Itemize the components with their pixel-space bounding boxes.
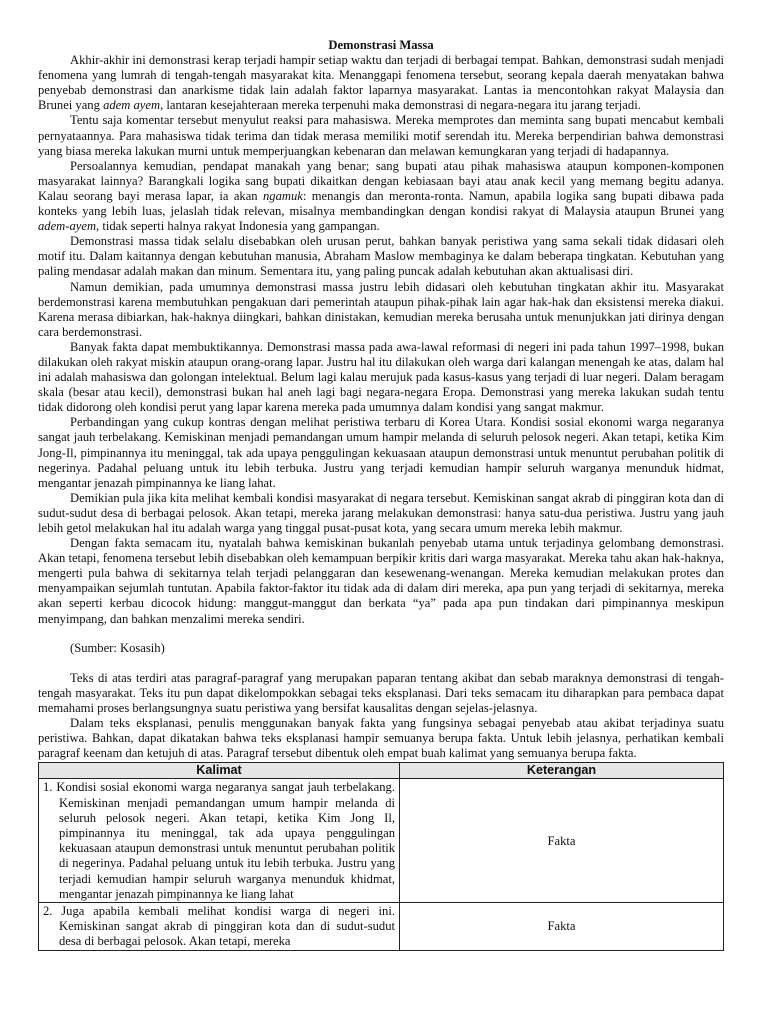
table-cell-keterangan: Fakta	[400, 902, 724, 950]
table-row	[39, 902, 724, 950]
explanation-paragraph-2: Dalam teks eksplanasi, penulis menggunakan banyak fakta yang fungsinya sebagai penyebab atau akibat terjadinya suatu peristiwa. Bahkan, dapat dikatakan bahwa teks eksplanasi hampir semuanya berupa fakta. Untuk lebih jelasnya, perhatikan kembali paragraf keenam dan ketujuh di atas. Paragraf tersebut dibentuk oleh empat buah kalimat yang semuanya berupa fakta.	[38, 716, 724, 761]
paragraph-3: Persoalannya kemudian, pendapat manakah yang benar; sang bupati atau pihak mahasiswa ataupun komponen-komponen masyarakat lainnya? Barangkali logika sang bupati dikaitkan dengan kebiasaan bayi atau anak kecil yang memang begitu adanya. Kalau seorang bayi merasa lapar, ia akan ngamuk: menangis dan meronta-ronta. Namun, apabila logika sang bupati dibawa pada konteks yang lebih luas, jelaslah tidak relevan, misalnya membandingkan dengan kondisi rakyat di Malaysia ataupun Brunei yang adem-ayem, tidak seperti halnya rakyat Indonesia yang gampangan.	[38, 158, 724, 234]
explanation-section	[38, 671, 724, 762]
source-citation: (Sumber: Kosasih)	[70, 640, 165, 655]
table-cell-kalimat: 2. Juga apabila kembali melihat kondisi warga di negeri ini. Kemiskinan sangat akrab di pinggiran kota dan di sudut-sudut desa di berbagai pelosok. Akan tetapi, mereka	[39, 902, 400, 950]
fact-table	[38, 762, 724, 950]
paragraph-6: Banyak fakta dapat membuktikannya. Demonstrasi massa pada awa-lawal reformasi di negeri ini pada tahun 1997–1998, bukan dilakukan oleh rakyat miskin ataupun orang-orang lapar. Justru hal itu dilakukan oleh warga dari kalangan menengah ke atas, dalam hal ini adalah mahasiswa dan golongan intelektual. Belum lagi kalau merujuk pada kasus-kasus yang terjadi di luar negeri. Dalam beragam skala (besar atau kecil), demonstrasi bukan hal aneh lagi bagi negara-negara Eropa. Demonstrasi yang mereka lakukan sudah tentu tidak didorong oleh kondisi perut yang lapar karena mereka pada umumnya dalam kondisi yang sangat makmur.	[38, 339, 724, 415]
paragraph-4: Demonstrasi massa tidak selalu disebabkan oleh urusan perut, bahkan banyak peristiwa yang sama sekali tidak didasari oleh motif itu. Dalam kaitannya dengan kebutuhan manusia, Abraham Maslow membaginya ke dalam beberapa tingkatan. Kebutuhan yang paling mendasar adalah makan dan minum. Sementara itu, yang paling puncak adalah kebutuhan akan aktualisasi diri.	[38, 234, 724, 279]
paragraph-9: Dengan fakta semacam itu, nyatalah bahwa kemiskinan bukanlah penyebab utama untuk terjadinya gelombang demonstrasi. Akan tetapi, fenomena tersebut lebih disebabkan oleh kemampuan berpikir kritis dari warga masyarakat. Mereka tahu akan hak-haknya, mengerti pula bahwa di sekitarnya telah terjadi pelanggaran dan kesewenang-wenangan. Mereka kemudian melakukan protes dan menyampaikan sejumlah tuntutan. Apabila faktor-faktor itu tidak ada di dalam diri mereka, apa pun yang terjadi di sekitarnya, mereka akan seperti kerbau dicocok hidung: manggut-manggut dan berkata “ya” pada apa pun tindakan dari pimpinannya meskipun menyimpang, dan bahkan menzalimi mereka sendiri.	[38, 536, 724, 626]
table-row	[39, 779, 724, 903]
column-header-keterangan: Keterangan	[400, 763, 724, 779]
table-cell-kalimat: 1. Kondisi sosial ekonomi warga negaranya sangat jauh terbelakang. Kemiskinan menjadi pemandangan umum hampir melanda di seluruh pelosok negeri. Akan tetapi, ketika Kim Jong Il, pimpinannya itu meninggal, tak ada upaya penggulingan kekuasaan ataupun demonstrasi untuk menuntut perubahan politik di negerinya. Padahal peluang untuk itu lebih terbuka. Justru yang terjadi kemudian hampir seluruh warganya menunduk khidmat, mengantar jenazah pimpinannya ke liang lahat	[39, 779, 400, 903]
table-cell-keterangan: Fakta	[400, 779, 724, 903]
paragraph-1: Akhir-akhir ini demonstrasi kerap terjadi hampir setiap waktu dan terjadi di berbagai tempat. Bahkan, demonstrasi sudah menjadi fenomena yang lumrah di tengah-tengah masyarakat kita. Menanggapi fenomena tersebut, seorang kepala daerah menyatakan bahwa penyebab demonstrasi dan anarkisme tidak lain adalah faktor laparnya masyarakat. Lantas ia mencontohkan rakyat Malaysia dan Brunei yang adem ayem, lantaran kesejahteraan mereka terpenuhi maka demonstrasi di negara-negara itu jarang terjadi.	[38, 53, 724, 113]
paragraph-7: Perbandingan yang cukup kontras dengan melihat peristiwa terbaru di Korea Utara. Kondisi sosial ekonomi warga negaranya sangat jauh terbelakang. Kemiskinan menjadi pemandangan umum hampir melanda di seluruh pelosok negeri. Akan tetapi, ketika Kim Jong-Il, pimpinannya itu meninggal, tak ada upaya penggulingan kekuasaan ataupun demonstrasi untuk menuntut perubahan politik di negerinya. Padahal peluang untuk itu lebih terbuka. Justru yang terjadi kemudian hampir seluruh warganya menunduk hidmat, mengantar jenazah pimpinannya ke liang lahat.	[38, 415, 724, 490]
paragraph-8: Demikian pula jika kita melihat kembali kondisi masyarakat di negara tersebut. Kemiskinan sangat akrab di pinggiran kota dan di sudut-sudut desa di berbagai pelosok. Akan tetapi, mereka jarang melakukan demonstrasi: hanya satu-dua peristiwa. Justru yang jauh lebih getol melakukan hal itu adalah warga yang tinggal pusat-pusat kota, yang secara umum mereka lebih makmur.	[38, 490, 724, 535]
paragraph-2: Tentu saja komentar tersebut menyulut reaksi para mahasiswa. Mereka memprotes dan meminta sang bupati mencabut kembali pernyataannya. Para mahasiswa tidak terima dan tidak merasa memiliki motif serendah itu. Mereka berpendirian bahwa demonstrasi yang biasa mereka lakukan murni untuk memperjuangkan kebenaran dan melawan kemungkaran yang terjadi di hadapannya.	[38, 113, 724, 158]
column-header-kalimat: Kalimat	[39, 763, 400, 779]
table-header-row	[39, 763, 724, 779]
document-body	[38, 38, 724, 951]
explanation-paragraph-1: Teks di atas terdiri atas paragraf-paragraf yang merupakan paparan tentang akibat dan sebab maraknya demonstrasi di tengah-tengah masyarakat. Teks itu pun dapat dikelompokkan sebagai teks eksplanasi. Dari teks semacam itu diharapkan para pembaca dapat memahami proses berlangsungnya suatu peristiwa yang bersifat kausalitas dengan sejelas-jelasnya.	[38, 670, 724, 715]
article-paragraphs	[38, 53, 724, 627]
paragraph-5: Namun demikian, pada umumnya demonstrasi massa justru lebih didasari oleh kebutuhan tingkatan akhir itu. Masyarakat berdemonstrasi karena membutuhkan pengakuan dari pemerintah ataupun pihak-pihak lain agar hak-hak dan eksistensi mereka diakui. Karena merasa dibiarkan, hak-haknya diingkari, bahkan dinistakan, kemudian mereka berusaha untuk menunjukkan jati dirinya dengan cara berdemonstrasi.	[38, 279, 724, 339]
document-title: Demonstrasi Massa	[328, 38, 434, 52]
